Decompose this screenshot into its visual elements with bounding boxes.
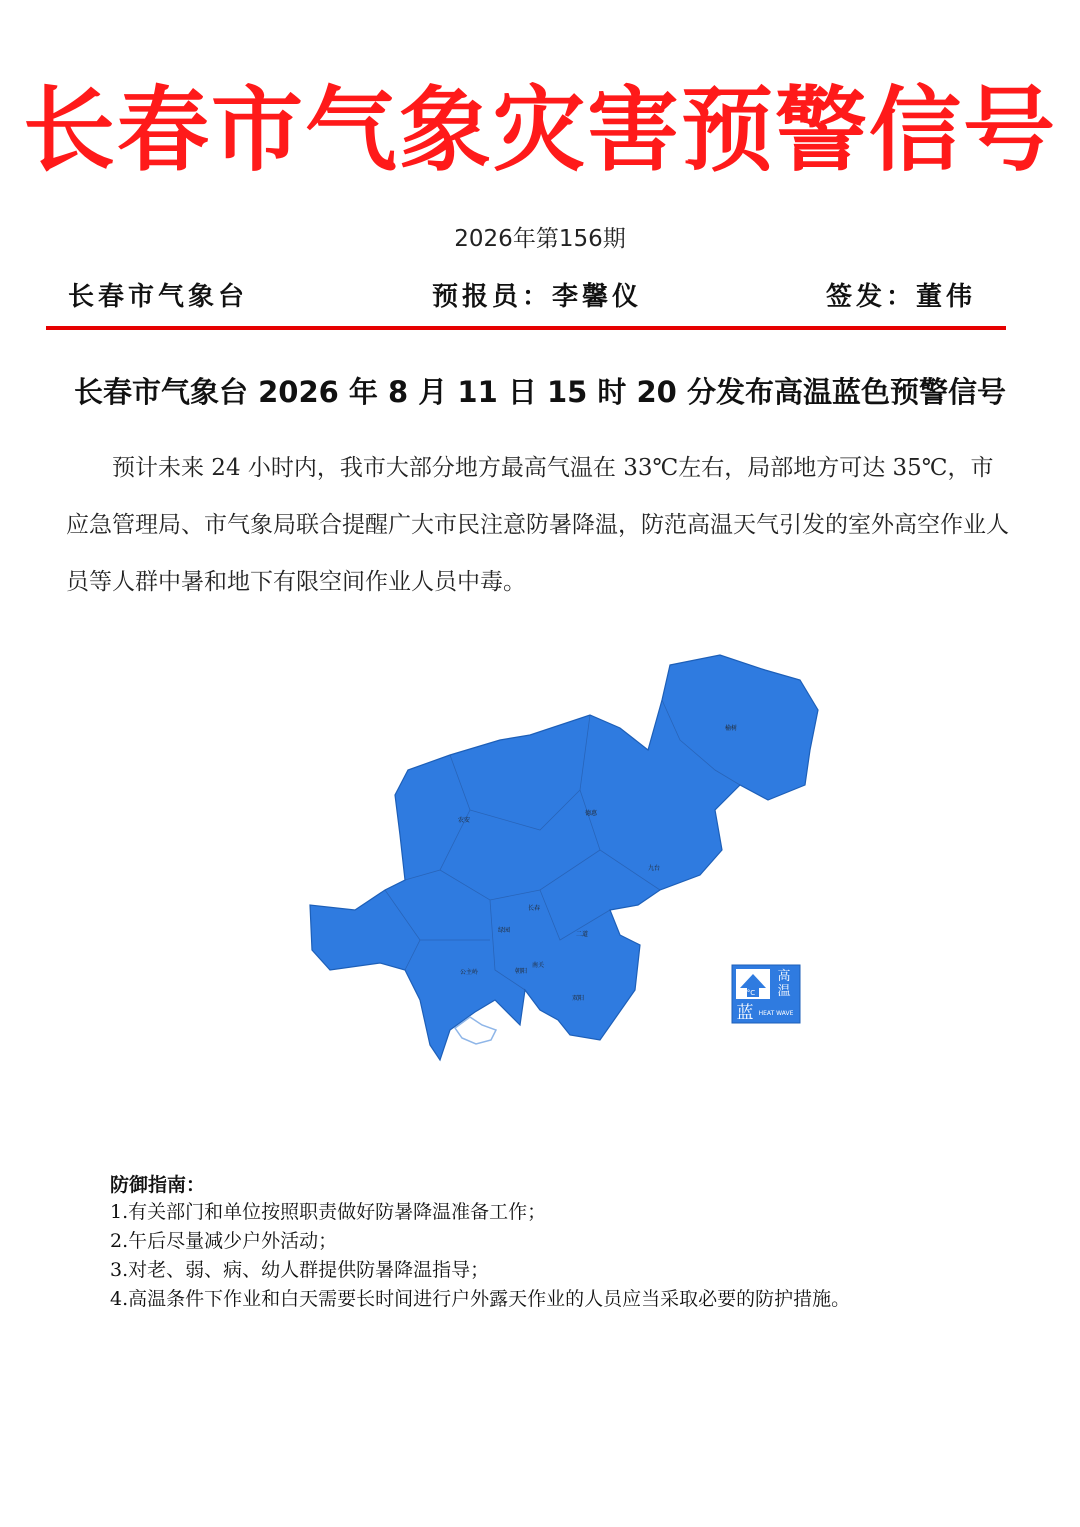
badge-color-word: 蓝 xyxy=(736,1003,754,1023)
warning-headline: 长春市气象台 2026 年 8 月 11 日 15 时 20 分发布高温蓝色预警信号 xyxy=(74,375,1006,409)
forecaster: 预报员：李馨仪 xyxy=(432,282,643,312)
badge-unit: °C xyxy=(746,989,756,997)
map-label-yushu: 榆树 xyxy=(725,725,738,732)
guide-item: 4.高温条件下作业和白天需要长时间进行户外露天作业的人员应当采取必要的防护措施。 xyxy=(110,1288,851,1310)
guide-item: 2.午后尽量减少户外活动； xyxy=(110,1230,338,1252)
heat-wave-badge xyxy=(732,965,800,1023)
map-label-changchun: 长春 xyxy=(528,905,541,912)
map-label-nongan: 农安 xyxy=(458,817,471,824)
issuing-office: 长春市气象台 xyxy=(68,282,249,312)
map-label-shuangyang: 双阳 xyxy=(572,995,585,1002)
map-label-lvyuan: 绿园 xyxy=(498,927,511,934)
document-title: 长春市气象灾害预警信号 xyxy=(22,76,1057,184)
map-label-jiutai: 九台 xyxy=(648,865,661,872)
header-divider xyxy=(46,326,1006,330)
map-label-gongzhuling: 公主岭 xyxy=(460,969,479,976)
warning-map xyxy=(290,640,850,1090)
signer: 签发：董伟 xyxy=(826,282,977,312)
defense-guide-title: 防御指南： xyxy=(110,1174,206,1196)
map-label-nanguan: 南关 xyxy=(532,962,545,969)
badge-caption: HEAT WAVE xyxy=(758,1010,794,1017)
map-label-chaoyang: 朝阳 xyxy=(515,968,528,975)
defense-guide-list xyxy=(110,1198,850,1314)
badge-text-high: 高 xyxy=(777,969,791,984)
warning-body: 预计未来 24 小时内，我市大部分地方最高气温在 33℃左右，局部地方可达 35℃，市应急管理局、市气象局联合提醒广大市民注意防暑降温，防范高温天气引发的室外高空作业人员等人群中暑和地下有限空间作业人员中毒。 xyxy=(66,455,1009,595)
guide-item: 1.有关部门和单位按照职责做好防暑降温准备工作； xyxy=(110,1201,547,1223)
badge-text-temp: 温 xyxy=(777,984,791,999)
guide-item: 3.对老、弱、病、幼人群提供防暑降温指导； xyxy=(110,1259,490,1281)
map-label-dehui: 德惠 xyxy=(585,810,598,817)
map-label-erdao: 二道 xyxy=(576,931,589,938)
issue-number: 2026年第156期 xyxy=(454,226,626,252)
